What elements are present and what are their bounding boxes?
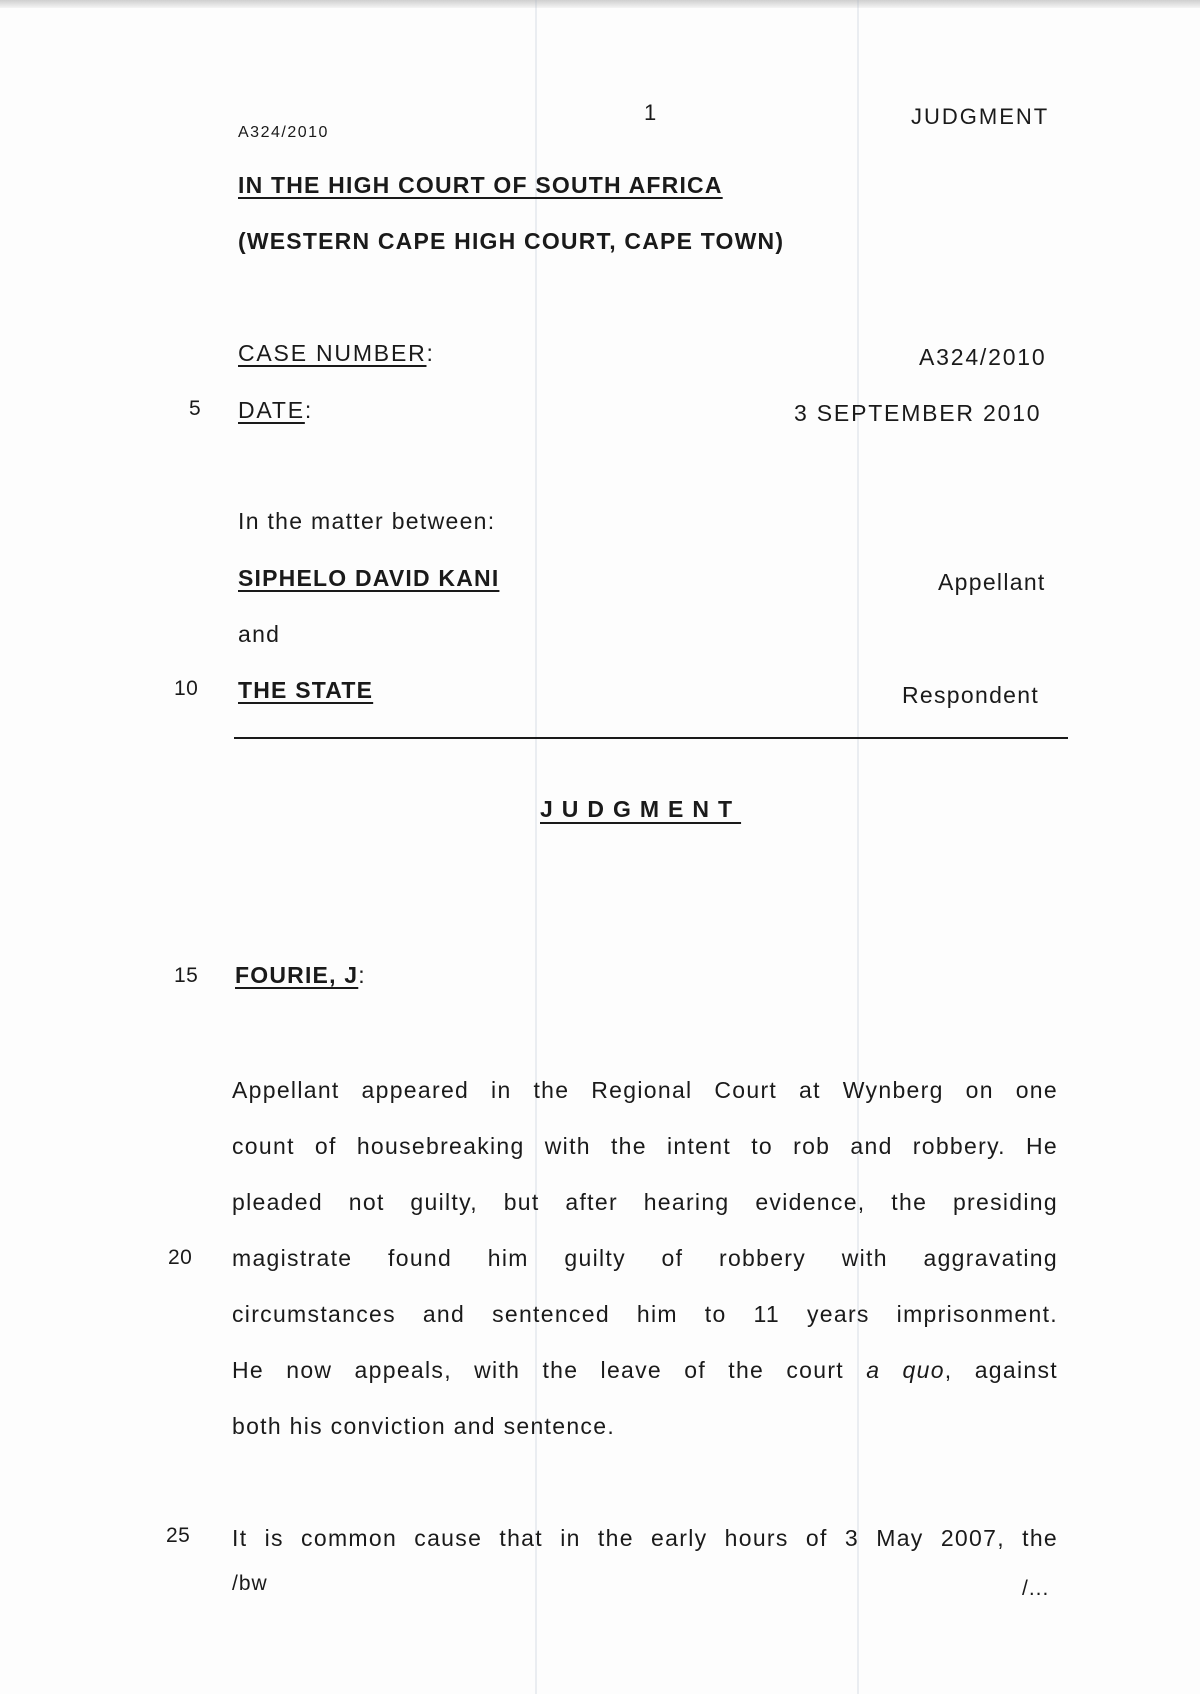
paragraph-line: pleaded not guilty, but after hearing evidence, the presiding [232,1189,1058,1215]
paragraph-text: He now appeals, with the leave of the court [232,1357,867,1383]
scan-edge [0,0,1200,8]
parties-intro: In the matter between: [238,508,496,534]
paragraph-text: , against [944,1357,1058,1383]
judge-name: FOURIE, J: [235,962,366,988]
case-ref-small: A324/2010 [238,124,329,141]
line-number: 10 [174,677,199,700]
paragraph-line: both his conviction and sentence. [232,1413,616,1439]
paragraph-line: count of housebreaking with the intent to rob and robbery. He [232,1133,1058,1159]
date-label: DATE: [238,397,314,423]
paragraph-line: It is common cause that in the early hours of 3 May 2007, the [232,1525,1058,1551]
court-name: IN THE HIGH COURT OF SOUTH AFRICA [238,172,723,198]
court-division: (WESTERN CAPE HIGH COURT, CAPE TOWN) [238,228,785,254]
line-number: 20 [168,1246,193,1269]
respondent-name: THE STATE [238,677,374,703]
paragraph-line: circumstances and sentenced him to 11 years imprisonment. [232,1301,1058,1327]
appellant-role: Appellant [938,569,1046,595]
case-number-value: A324/2010 [919,344,1047,370]
conjunction-and: and [238,621,281,647]
date-label-text: DATE [238,397,305,423]
line-number: 25 [166,1524,191,1547]
latin-phrase: a quo [866,1357,945,1383]
paragraph-2 [232,1510,1058,1566]
paragraph-line: magistrate found him guilty of robbery with aggravating [232,1245,1058,1271]
line-number: 5 [189,397,202,420]
respondent-role: Respondent [902,682,1040,708]
footer-continuation: /... [1022,1577,1050,1600]
case-number-label: CASE NUMBER: [238,340,435,366]
separator-rule [234,737,1068,739]
appellant-name: SIPHELO DAVID KANI [238,565,500,591]
paragraph-line [232,1342,1058,1398]
paragraph-1 [232,1062,1058,1454]
judge-name-text: FOURIE, J [235,962,359,988]
line-number: 15 [174,964,199,987]
doc-type-header: JUDGMENT [911,104,1050,129]
page-number: 1 [644,100,659,125]
case-number-label-text: CASE NUMBER [238,340,427,366]
footer-initials: /bw [232,1572,268,1595]
date-value: 3 SEPTEMBER 2010 [794,400,1042,426]
paragraph-line: Appellant appeared in the Regional Court at Wynberg on one [232,1077,1058,1103]
judgment-title: JUDGMENT [540,796,742,822]
